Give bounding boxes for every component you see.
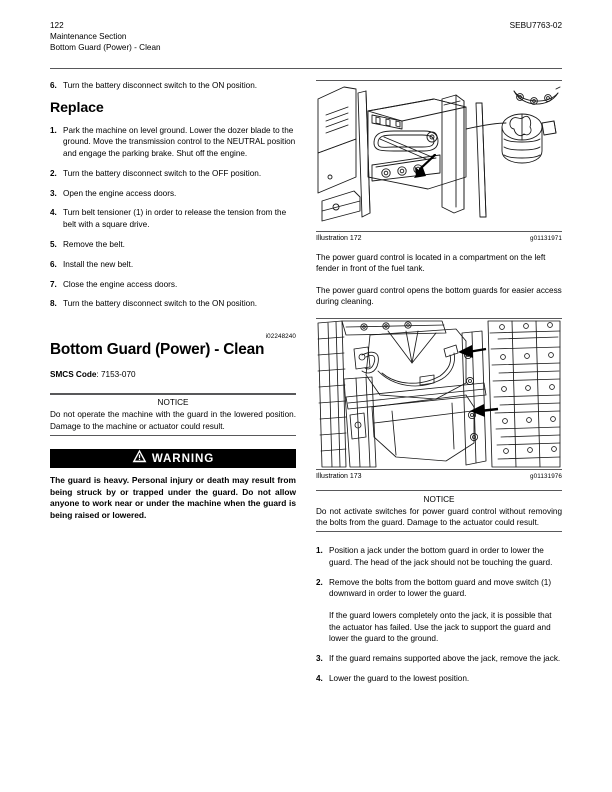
body-paragraph: The power guard control is located in a compartment on the left fender in front of the fuel tank.	[316, 253, 546, 274]
left-column	[50, 80, 296, 529]
notice-bottom-rule	[50, 435, 296, 436]
step-number: 4.	[316, 674, 323, 684]
illustration-graphic-code: g01131976	[530, 472, 562, 480]
step-item	[50, 279, 296, 290]
step-number: 2.	[50, 168, 57, 178]
notice-title: NOTICE	[423, 494, 455, 504]
topic-heading: Bottom Guard (Power) - Clean	[50, 341, 265, 359]
warning-banner	[50, 449, 296, 468]
step-item	[50, 188, 296, 199]
warning-label: WARNING	[151, 452, 215, 466]
page-header	[50, 20, 562, 54]
step-item	[50, 259, 296, 270]
replace-step-list	[50, 125, 296, 310]
step-text: If the guard remains supported above the jack, remove the jack.	[329, 654, 561, 664]
step-number: 5.	[50, 239, 57, 249]
warning-triangle-icon	[132, 449, 147, 468]
step-item	[50, 207, 296, 230]
step-text: Open the engine access doors.	[63, 188, 177, 198]
step-item	[316, 545, 562, 568]
illustration-image-bottom-guard-underside	[316, 319, 562, 469]
step-text: Turn belt tensioner (1) in order to release the tension from the belt with a square drive.	[63, 208, 287, 229]
step-text: Remove the belt.	[63, 239, 125, 249]
step-extra-text: If the guard lowers completely onto the jack, it is possible that the actuator has failed. Use the jack to support the guard and lower the guard to the ground.	[329, 611, 552, 644]
step-number: 4.	[50, 208, 57, 218]
step-number: 3.	[50, 188, 57, 198]
step-text: Remove the bolts from the bottom guard and move switch (1) downward in order to lower the guard.	[329, 577, 552, 599]
step-number: 7.	[50, 279, 57, 289]
step-number: 6.	[50, 259, 57, 269]
notice-title: NOTICE	[157, 398, 189, 408]
illustration-image-power-guard-control	[316, 81, 562, 231]
illustration-block-173	[316, 318, 562, 480]
illustration-number: Illustration 172	[316, 235, 362, 242]
illustration-caption	[316, 232, 562, 242]
step-text: Turn the battery disconnect switch to the OFF position.	[63, 168, 262, 178]
step-number: 6.	[50, 81, 57, 90]
illustration-graphic-code: g01131971	[530, 235, 562, 242]
step-text: Position a jack under the bottom guard in order to lower the guard. The head of the jack should not be touching the guard.	[329, 546, 553, 567]
warning-box	[50, 449, 296, 521]
step-item	[50, 125, 296, 159]
step-item	[50, 298, 296, 309]
notice-box	[50, 393, 296, 436]
smcs-label: SMCS Code	[50, 370, 97, 380]
step-number: 3.	[316, 654, 323, 664]
page-number: 122	[50, 21, 64, 30]
step-number: 8.	[50, 299, 57, 309]
step-text: Install the new belt.	[63, 259, 134, 269]
notice-body: Do not activate switches for power guard control without removing the bolts from the guard. Damage to the actuator could result.	[316, 506, 562, 527]
notice-box	[316, 490, 562, 533]
document-code: SEBU7763-02	[509, 21, 562, 30]
step-number: 2.	[316, 577, 323, 587]
step-number: 1.	[316, 546, 323, 556]
illustration-number: Illustration 173	[316, 472, 362, 480]
replace-heading: Replace	[50, 99, 104, 116]
illustration-caption	[316, 470, 562, 480]
step-item	[50, 80, 296, 91]
step-item	[316, 673, 562, 684]
smcs-code-line	[50, 370, 296, 379]
topic-name: Bottom Guard (Power) - Clean	[50, 43, 161, 53]
body-paragraph: The power guard control opens the bottom guards for easier access during cleaning.	[316, 285, 562, 307]
topic-doc-id: i02248240	[265, 333, 296, 341]
step-number: 1.	[50, 125, 57, 135]
step-item	[316, 577, 562, 645]
notice-body: Do not operate the machine with the guard in the lowered position. Damage to the machine or actuator could result.	[50, 410, 296, 431]
illustration-block-172	[316, 80, 562, 242]
step-text: Turn the battery disconnect switch to the ON position.	[63, 299, 258, 309]
lower-guard-step-list	[316, 545, 562, 684]
step-text: Turn the battery disconnect switch to the ON position.	[63, 81, 258, 90]
step-item	[50, 239, 296, 250]
right-column	[316, 80, 562, 693]
step-item	[316, 653, 562, 664]
header-divider	[50, 68, 562, 69]
header-left-block	[50, 20, 161, 54]
step-text: Close the engine access doors.	[63, 279, 178, 289]
notice-bottom-rule	[316, 531, 562, 532]
section-name: Maintenance Section	[50, 32, 127, 42]
smcs-value: : 7153-070	[96, 370, 136, 380]
warning-body: The guard is heavy. Personal injury or death may result from being struck by or trapped under the guard. Do not allow anyone to work near or under the machine when the guard is being raised or lowered.	[50, 475, 296, 520]
step-item	[50, 168, 296, 179]
step-text: Park the machine on level ground. Lower the dozer blade to the ground. Move the transmission control to the NEUTRAL position and engage the parking brake. Shut off the engine.	[63, 125, 296, 158]
step-text: Lower the guard to the lowest position.	[329, 674, 470, 684]
